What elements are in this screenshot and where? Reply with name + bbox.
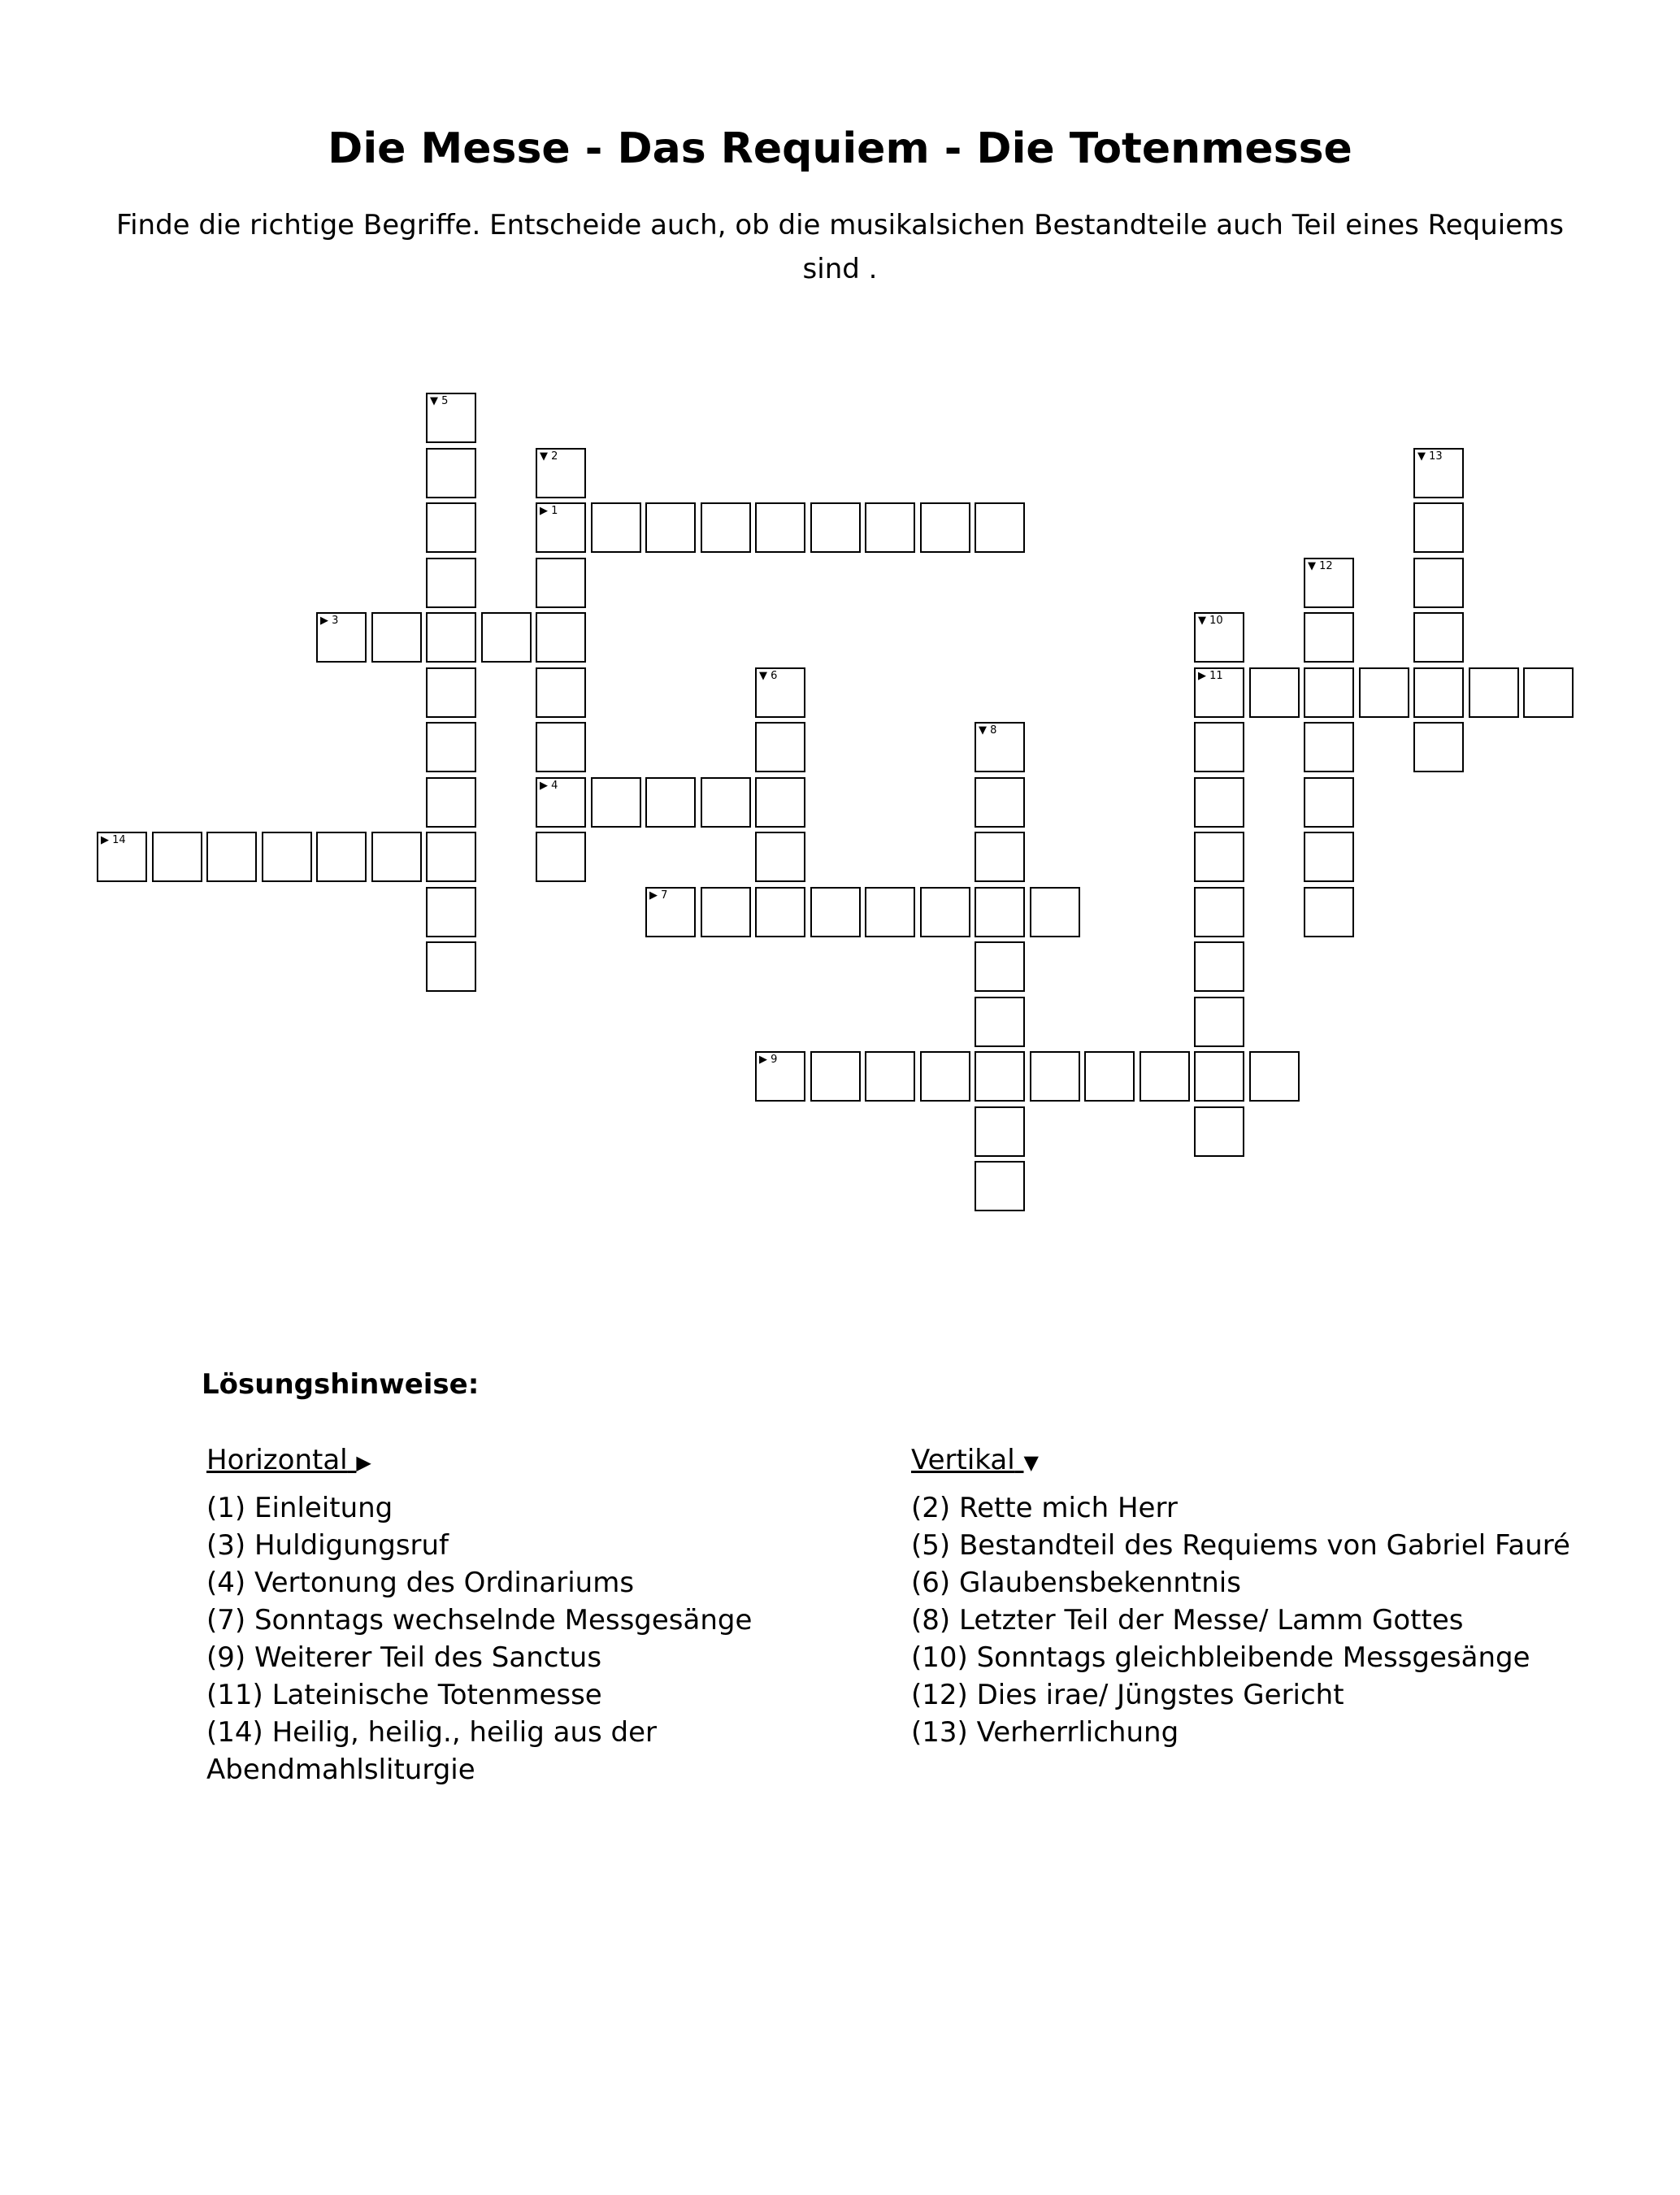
clue-number-13: ▼ 13	[1417, 450, 1443, 463]
clue-number-10: ▼ 10	[1198, 615, 1223, 627]
crossword-cell[interactable]	[1084, 1051, 1135, 1102]
crossword-cell[interactable]	[371, 612, 422, 663]
clue-number-11: ▶ 11	[1198, 669, 1223, 682]
crossword-cell[interactable]	[865, 502, 915, 553]
down-arrow-icon: ▼	[1023, 1451, 1039, 1474]
crossword-cell[interactable]	[1194, 941, 1244, 992]
crossword-cell[interactable]	[152, 832, 202, 882]
crossword-cell[interactable]	[536, 558, 586, 608]
clue-item: (12) Dies irae/ Jüngstes Gericht	[911, 1679, 1344, 1711]
clue-number-2: ▼ 2	[540, 450, 558, 463]
crossword-cell[interactable]	[481, 612, 532, 663]
crossword-cell[interactable]	[1413, 558, 1464, 608]
crossword-cell[interactable]	[701, 777, 751, 828]
clue-number-14: ▶ 14	[101, 834, 126, 846]
clue-item: (10) Sonntags gleichbleibende Messgesänge	[911, 1641, 1530, 1674]
crossword-cell[interactable]	[1304, 558, 1354, 608]
clue-item: (7) Sonntags wechselnde Messgesänge	[206, 1604, 753, 1636]
crossword-cell[interactable]	[426, 777, 476, 828]
crossword-cell[interactable]	[1413, 502, 1464, 553]
clue-item: (3) Huldigungsruf	[206, 1529, 449, 1562]
crossword-cell[interactable]	[426, 722, 476, 772]
crossword-cell[interactable]	[536, 448, 586, 498]
crossword-cell[interactable]	[1194, 667, 1244, 718]
crossword-cell[interactable]	[975, 1161, 1025, 1211]
crossword-cell[interactable]	[316, 612, 367, 663]
clue-item: (5) Bestandteil des Requiems von Gabriel Fauré	[911, 1529, 1570, 1562]
vertical-clue-list	[911, 1489, 1578, 1751]
crossword-cell[interactable]	[1304, 612, 1354, 663]
crossword-cell[interactable]	[536, 612, 586, 663]
crossword-cell[interactable]	[865, 1051, 915, 1102]
horizontal-heading	[206, 1441, 840, 1481]
clue-item: (2) Rette mich Herr	[911, 1492, 1178, 1524]
clue-item: (8) Letzter Teil der Messe/ Lamm Gottes	[911, 1604, 1464, 1636]
crossword-cell[interactable]	[975, 502, 1025, 553]
horizontal-clues	[206, 1441, 840, 1789]
right-arrow-icon: ▶	[356, 1451, 371, 1474]
crossword-cell[interactable]	[426, 941, 476, 992]
crossword-cell[interactable]	[810, 502, 861, 553]
clue-number-4: ▶ 4	[540, 779, 558, 792]
crossword-cell[interactable]	[701, 887, 751, 937]
clue-item: (4) Vertonung des Ordinariums	[206, 1567, 635, 1599]
crossword-cell[interactable]	[975, 941, 1025, 992]
crossword-cell[interactable]	[920, 887, 970, 937]
crossword-cell[interactable]	[1469, 667, 1519, 718]
crossword-cell[interactable]	[591, 777, 641, 828]
crossword-cell[interactable]	[1194, 997, 1244, 1047]
crossword-cell[interactable]	[1194, 612, 1244, 663]
clue-number-5: ▼ 5	[430, 395, 449, 407]
crossword-cell[interactable]	[755, 1051, 805, 1102]
crossword-cell[interactable]	[1194, 1051, 1244, 1102]
clue-item: (11) Lateinische Totenmesse	[206, 1679, 602, 1711]
page-title: Die Messe - Das Requiem - Die Totenmesse	[328, 124, 1352, 173]
horizontal-label: Horizontal	[206, 1444, 348, 1476]
crossword-cell[interactable]	[1413, 448, 1464, 498]
clue-number-12: ▼ 12	[1308, 559, 1333, 572]
crossword-cell[interactable]	[591, 502, 641, 553]
crossword-cell[interactable]	[1304, 777, 1354, 828]
clue-item: (1) Einleitung	[206, 1492, 393, 1524]
crossword-cell[interactable]	[426, 393, 476, 443]
crossword-cell[interactable]	[920, 1051, 970, 1102]
hints-heading: Lösungshinweise:	[202, 1368, 480, 1401]
crossword-cell[interactable]	[262, 832, 312, 882]
crossword-cell[interactable]	[975, 832, 1025, 882]
crossword-cell[interactable]	[645, 887, 696, 937]
crossword-cell[interactable]	[755, 777, 805, 828]
crossword-cell[interactable]	[1194, 777, 1244, 828]
crossword-cell[interactable]	[426, 832, 476, 882]
crossword-cell[interactable]	[1413, 612, 1464, 663]
crossword-cell[interactable]	[206, 832, 257, 882]
crossword-cell[interactable]	[865, 887, 915, 937]
crossword-cell[interactable]	[810, 887, 861, 937]
instructions: Finde die richtige Begriffe. Entscheide auch, ob die musikalsichen Bestandteile auch Teil eines Requiems sind .	[115, 209, 1564, 285]
crossword-cell[interactable]	[920, 502, 970, 553]
crossword-cell[interactable]	[1359, 667, 1409, 718]
crossword-cell[interactable]	[1523, 667, 1574, 718]
crossword-cell[interactable]	[1030, 887, 1080, 937]
crossword-cell[interactable]	[1304, 887, 1354, 937]
crossword-cell[interactable]	[426, 667, 476, 718]
crossword-cell[interactable]	[1249, 1051, 1300, 1102]
crossword-cell[interactable]	[645, 777, 696, 828]
crossword-cell[interactable]	[1194, 887, 1244, 937]
crossword-cell[interactable]	[645, 502, 696, 553]
crossword-cell[interactable]	[1194, 1106, 1244, 1157]
vertical-label: Vertikal	[911, 1444, 1015, 1476]
crossword-cell[interactable]	[371, 832, 422, 882]
clue-item: (13) Verherrlichung	[911, 1716, 1179, 1749]
clue-item: (14) Heilig, heilig., heilig aus der Abendmahlsliturgie	[206, 1716, 658, 1786]
crossword-cell[interactable]	[755, 667, 805, 718]
crossword-cell[interactable]	[975, 887, 1025, 937]
clue-number-3: ▶ 3	[320, 615, 339, 627]
crossword-cell[interactable]	[316, 832, 367, 882]
clue-item: (6) Glaubensbekenntnis	[911, 1567, 1241, 1599]
crossword-cell[interactable]	[426, 612, 476, 663]
clue-number-7: ▶ 7	[649, 889, 668, 902]
crossword-cell[interactable]	[975, 997, 1025, 1047]
crossword-cell[interactable]	[426, 558, 476, 608]
crossword-cell[interactable]	[536, 832, 586, 882]
crossword-cell[interactable]	[426, 448, 476, 498]
crossword-cell[interactable]	[1194, 832, 1244, 882]
crossword-cell[interactable]	[975, 1106, 1025, 1157]
clue-number-1: ▶ 1	[540, 505, 558, 517]
crossword-cell[interactable]	[810, 1051, 861, 1102]
crossword-cell[interactable]	[975, 722, 1025, 772]
crossword-cell[interactable]	[1304, 832, 1354, 882]
crossword-cell[interactable]	[426, 887, 476, 937]
crossword-cell[interactable]	[1140, 1051, 1190, 1102]
crossword-cell[interactable]	[536, 777, 586, 828]
crossword-cell[interactable]	[975, 1051, 1025, 1102]
crossword-cell[interactable]	[755, 502, 805, 553]
horizontal-clue-list	[206, 1489, 840, 1789]
crossword-cell[interactable]	[1194, 722, 1244, 772]
crossword-cell[interactable]	[1413, 722, 1464, 772]
vertical-heading	[911, 1441, 1578, 1481]
crossword-cell[interactable]	[701, 502, 751, 553]
crossword-cell[interactable]	[1304, 722, 1354, 772]
crossword-cell[interactable]	[97, 832, 147, 882]
crossword-cell[interactable]	[1249, 667, 1300, 718]
clue-item: (9) Weiterer Teil des Sanctus	[206, 1641, 602, 1674]
crossword-cell[interactable]	[975, 777, 1025, 828]
crossword-cell[interactable]	[755, 887, 805, 937]
crossword-cell[interactable]	[536, 502, 586, 553]
clue-number-9: ▶ 9	[759, 1054, 778, 1066]
crossword-cell[interactable]	[1413, 667, 1464, 718]
crossword-cell[interactable]	[755, 722, 805, 772]
crossword-cell[interactable]	[426, 502, 476, 553]
vertical-clues	[911, 1441, 1578, 1751]
crossword-cell[interactable]	[536, 667, 586, 718]
crossword-cell[interactable]	[536, 722, 586, 772]
clue-number-6: ▼ 6	[759, 669, 778, 682]
crossword-cell[interactable]	[1030, 1051, 1080, 1102]
crossword-cell[interactable]	[1304, 667, 1354, 718]
clue-number-8: ▼ 8	[979, 724, 997, 737]
crossword-cell[interactable]	[755, 832, 805, 882]
